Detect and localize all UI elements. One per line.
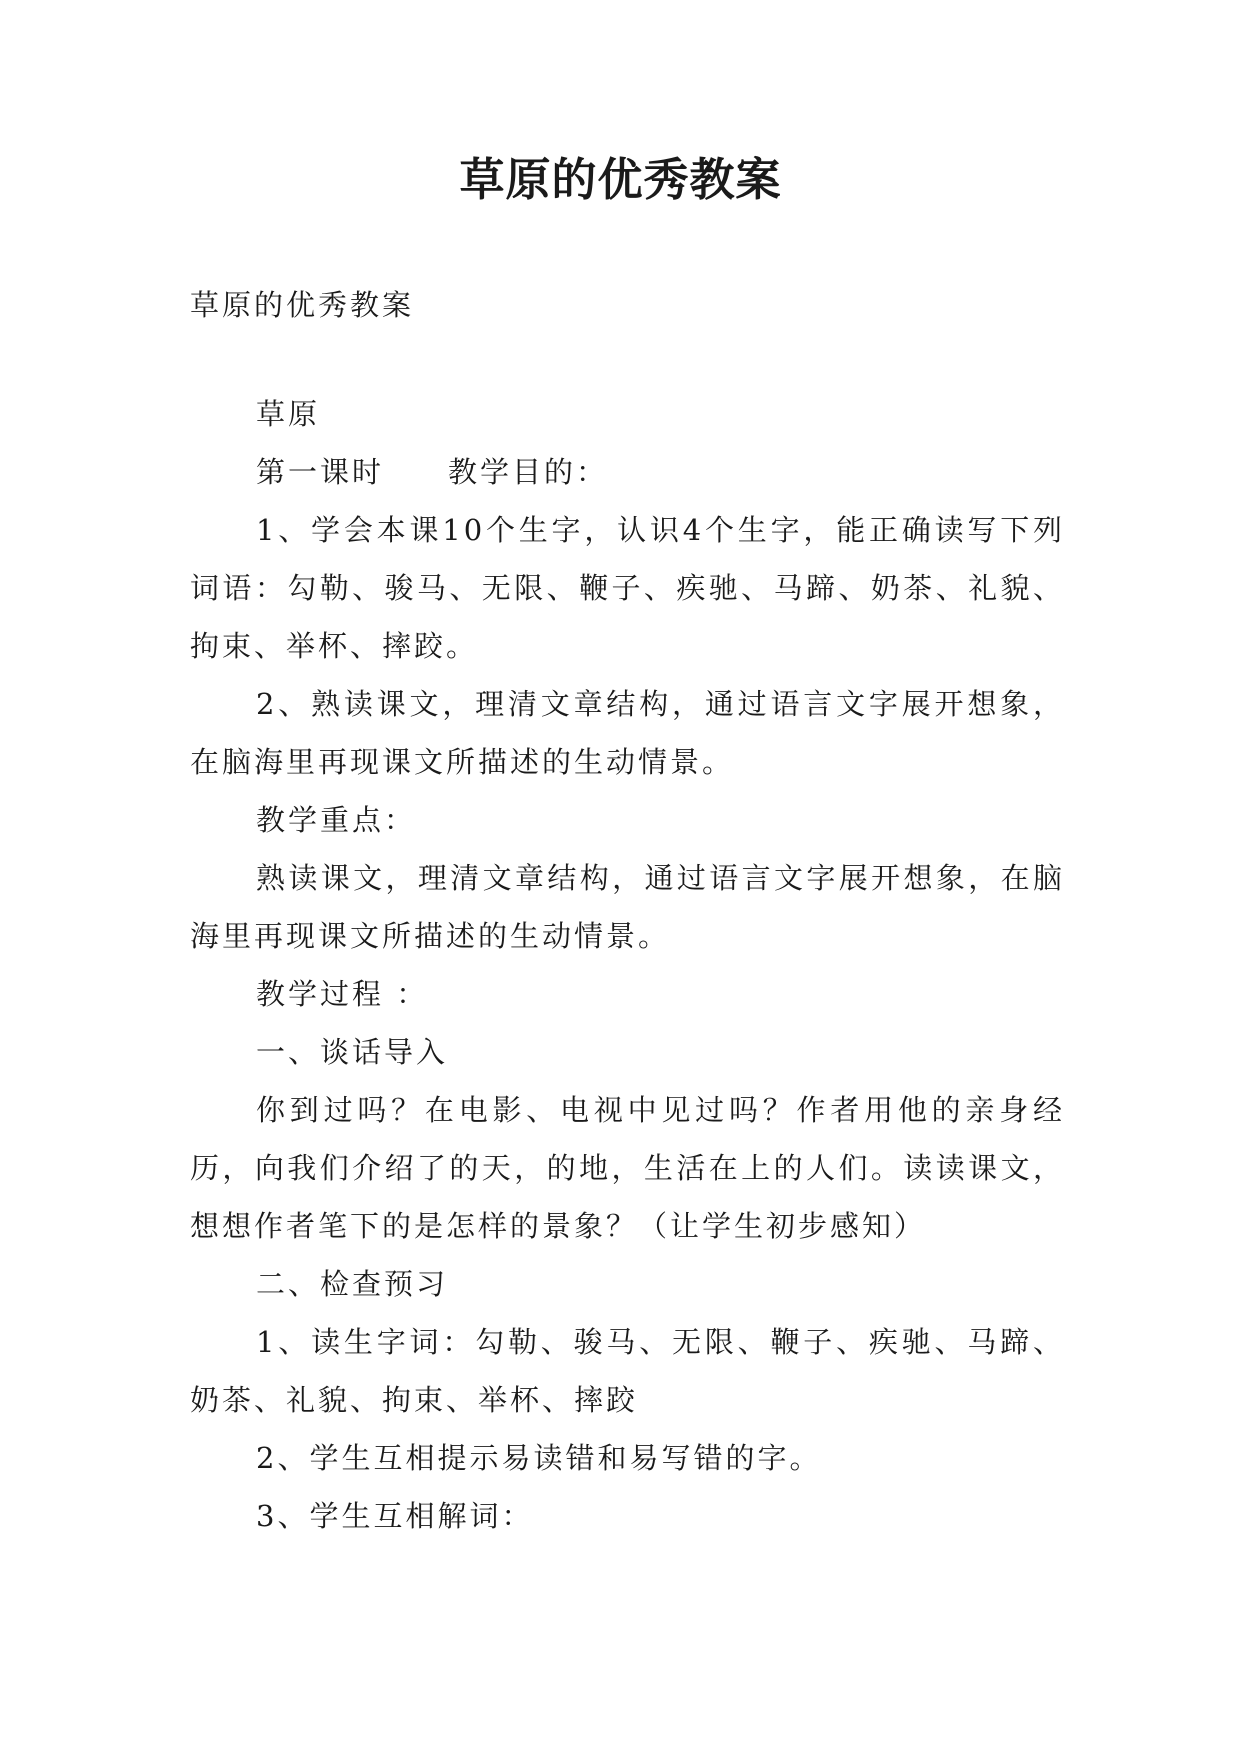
paragraph: 草原: [256, 397, 321, 431]
document-body: [190, 285, 1065, 1545]
lesson-content: [190, 385, 1065, 1545]
document-title: 草原的优秀教案: [459, 153, 782, 206]
paragraph: 1、学会本课10个生字，认识4个生字，能正确读写下列词语：勾勒、骏马、无限、鞭子、疾驰、马蹄、奶茶、礼貌、拘束、举杯、摔跤。: [190, 513, 1065, 663]
paragraph: 熟读课文，理清文章结构，通过语言文字展开想象，在脑海里再现课文所描述的生动情景。: [190, 861, 1065, 953]
paragraph: 1、读生字词：勾勒、骏马、无限、鞭子、疾驰、马蹄、奶茶、礼貌、拘束、举杯、摔跤: [190, 1325, 1065, 1417]
paragraph: 一、谈话导入: [256, 1035, 449, 1069]
paragraph: 教学过程 ：: [256, 977, 429, 1011]
paragraph: 2、熟读课文，理清文章结构，通过语言文字展开想象，在脑海里再现课文所描述的生动情景。: [190, 687, 1065, 779]
paragraph: 你到过吗？在电影、电视中见过吗？作者用他的亲身经历，向我们介绍了的天，的地，生活在上的人们。读读课文，想想作者笔下的是怎样的景象？（让学生初步感知）: [190, 1093, 1065, 1243]
paragraph: 二、检查预习: [256, 1267, 449, 1301]
paragraph: 第一课时 教学目的：: [256, 455, 609, 489]
paragraph: 教学重点：: [256, 803, 417, 837]
document-subtitle: 草原的优秀教案: [190, 288, 415, 322]
paragraph: 3、学生互相解词：: [256, 1499, 534, 1533]
paragraph: 2、学生互相提示易读错和易写错的字。: [256, 1441, 822, 1475]
